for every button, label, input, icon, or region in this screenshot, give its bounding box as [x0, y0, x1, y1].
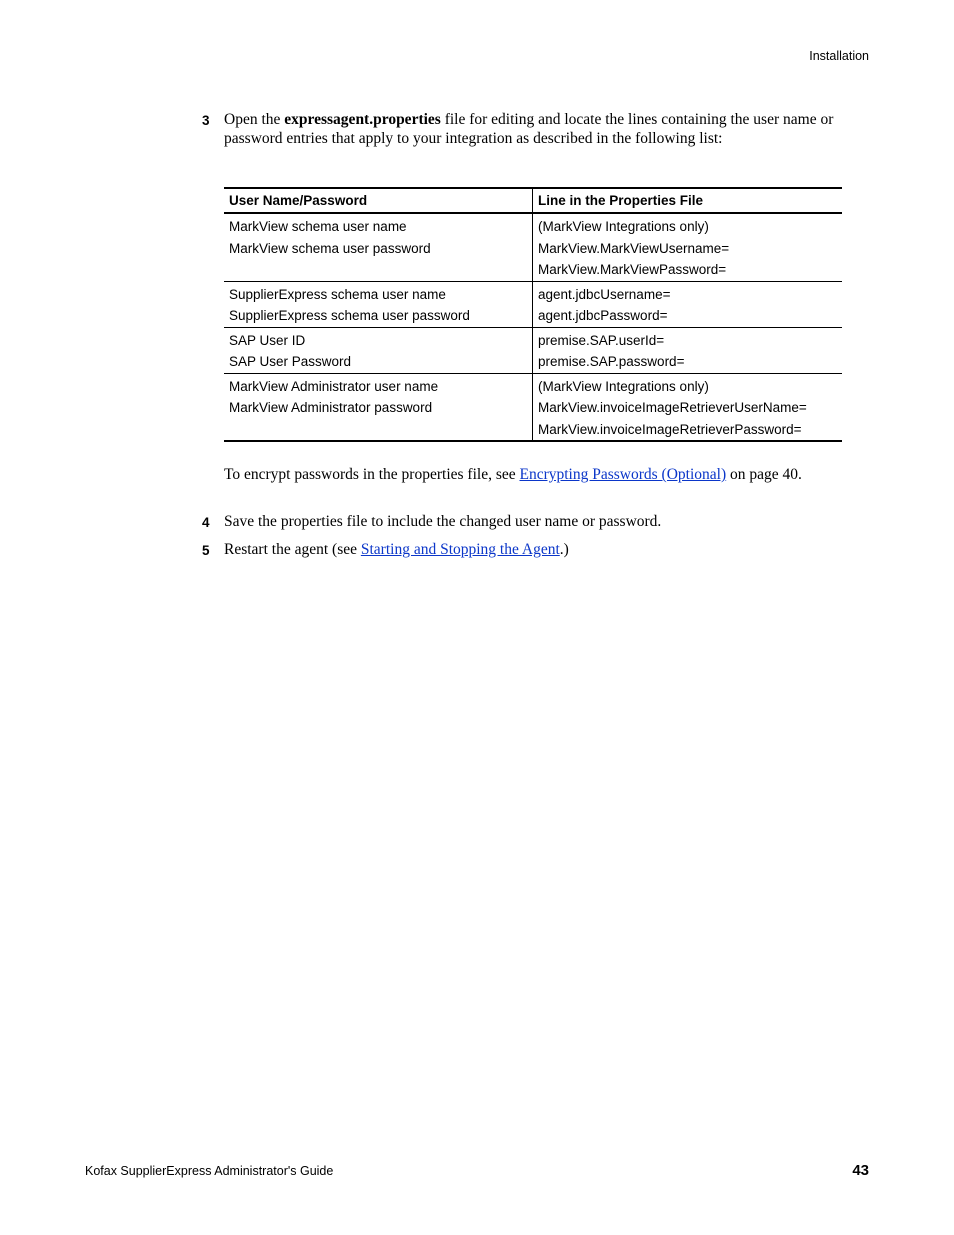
table-cell: (MarkView Integrations only) MarkView.MarkViewUsername= MarkView.MarkViewPassword=: [533, 213, 843, 281]
step-number: 4: [202, 515, 210, 530]
table-cell: premise.SAP.userId= premise.SAP.password=: [533, 327, 843, 373]
table-cell: agent.jdbcUsername= agent.jdbcPassword=: [533, 281, 843, 327]
table-row: [224, 213, 842, 281]
file-name: expressagent.properties: [284, 111, 441, 128]
table-cell: MarkView schema user name MarkView schema user password: [224, 213, 533, 281]
column-header: Line in the Properties File: [533, 188, 843, 213]
step-text: Restart the agent (see Starting and Stopping the Agent.): [224, 541, 569, 558]
running-header: Installation: [809, 49, 869, 63]
table-row: [224, 327, 842, 373]
footer-title: Kofax SupplierExpress Administrator's Guide: [85, 1164, 334, 1178]
table-cell: SAP User ID SAP User Password: [224, 327, 533, 373]
table-row: [224, 373, 842, 441]
encrypting-passwords-link[interactable]: Encrypting Passwords (Optional): [519, 466, 727, 483]
table-cell: SupplierExpress schema user name SupplierExpress schema user password: [224, 281, 533, 327]
page-number: 43: [852, 1162, 869, 1179]
step-3: [202, 111, 842, 148]
encryption-note: To encrypt passwords in the properties file, see Encrypting Passwords (Optional) on page 40.: [224, 466, 802, 483]
table-header-row: [224, 188, 842, 213]
step-number: 5: [202, 543, 210, 558]
table-row: [224, 281, 842, 327]
column-header: User Name/Password: [224, 188, 533, 213]
step-5: [202, 541, 842, 560]
step-4: [202, 513, 842, 532]
step-text: Save the properties file to include the changed user name or password.: [224, 513, 662, 530]
step-text: Open the expressagent.properties file for editing and locate the lines containing the user name or password entries that apply to your integration as described in the following list:: [224, 111, 834, 147]
properties-table: [224, 187, 842, 442]
step-number: 3: [202, 113, 210, 128]
table-cell: MarkView Administrator user name MarkView Administrator password: [224, 373, 533, 441]
starting-stopping-agent-link[interactable]: Starting and Stopping the Agent: [360, 541, 560, 558]
table-cell: (MarkView Integrations only) MarkView.invoiceImageRetrieverUserName= MarkView.invoiceImageRetrieverPassword=: [533, 373, 843, 441]
